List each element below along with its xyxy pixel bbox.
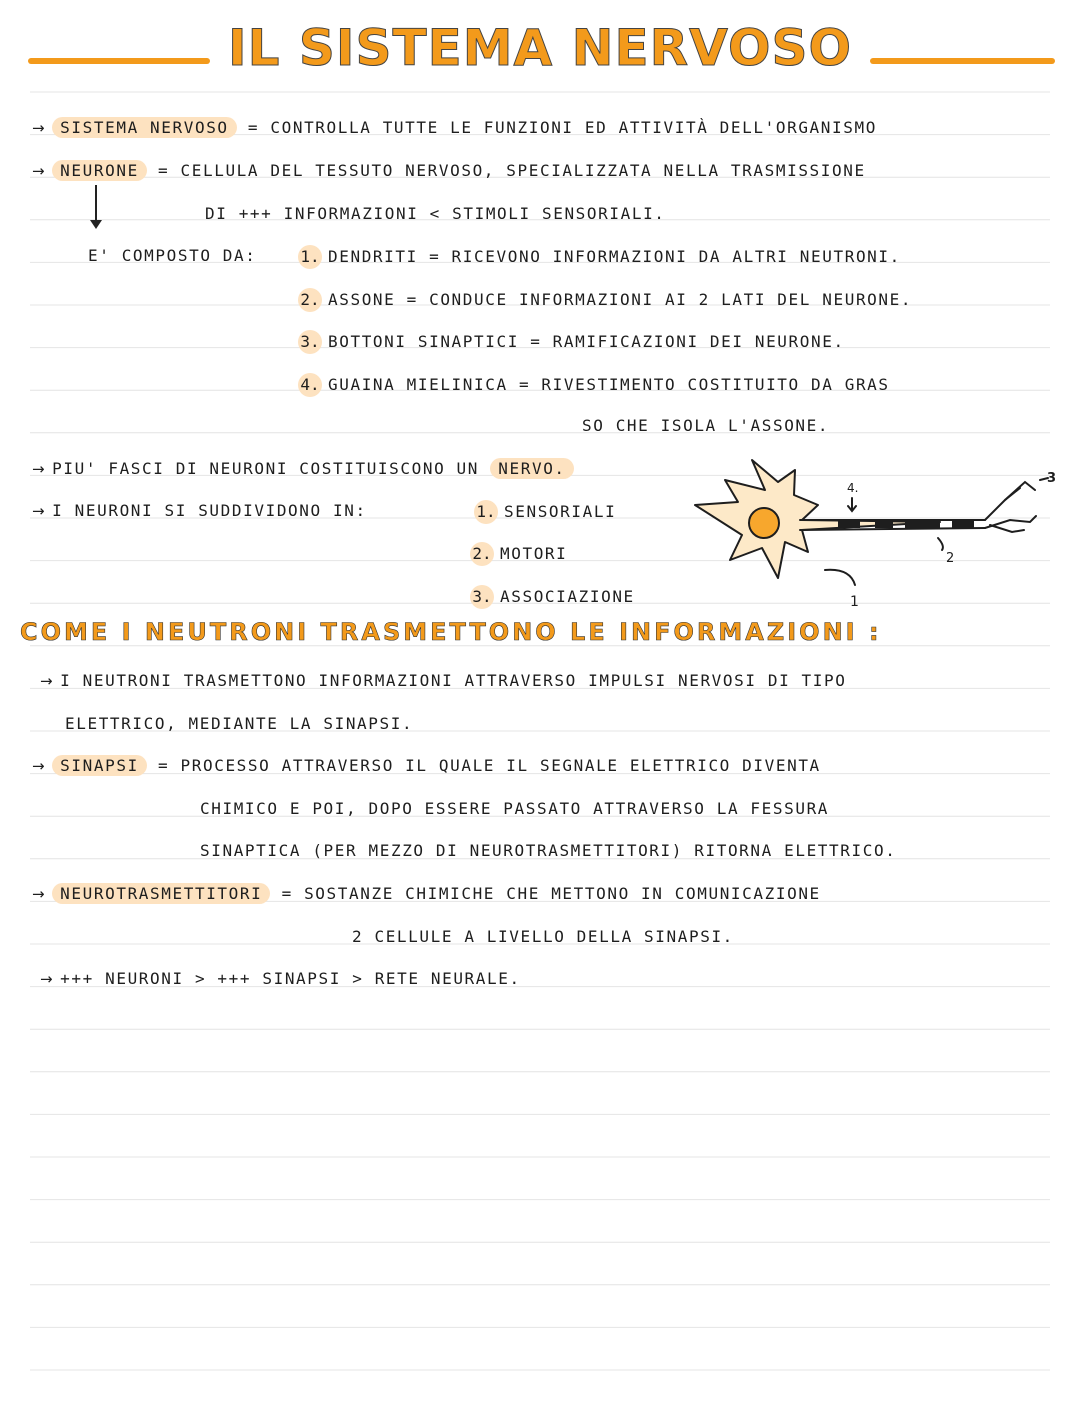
component-3 [298,330,845,354]
line-tipi [32,500,367,522]
number-badge: 3. [470,585,494,609]
def-neurone: = CELLULA DEL TESSUTO NERVOSO, SPECIALIZZATA NELLA TRASMISSIONE [158,161,866,180]
number-badge: 4. [298,373,322,397]
type-1 [474,500,616,524]
arrow-icon: → [32,502,47,520]
arrow-icon: → [32,885,47,903]
diagram-label-3: 3 [1047,471,1057,486]
neuron-nucleus [749,508,779,538]
myelin-segment [875,521,893,528]
title-rule-left [28,58,210,64]
page-title: IL SISTEMA NERVOSO [228,19,852,77]
composto-label: E' COMPOSTO DA: [88,246,257,265]
diagram-label-2: 2 [946,551,955,566]
type-3 [470,585,635,609]
arrow-icon: → [32,119,47,137]
component-4 [298,373,890,397]
component-4-text: GUAINA MIELINICA = RIVESTIMENTO COSTITUITO DA GRAS [328,375,890,394]
component-1 [298,245,901,269]
label-arrow-1 [825,570,855,585]
term-sinapsi: SINAPSI [52,755,147,776]
title-block [0,14,1080,84]
component-2-text: ASSONE = CONDUCE INFORMAZIONI AI 2 LATI DEL NEURONE. [328,290,913,309]
nervo-text: PIU' FASCI DI NEURONI COSTITUISCONO UN [52,459,480,478]
term-sistema-nervoso: SISTEMA NERVOSO [52,117,237,138]
def-neurotrasmettitori: = SOSTANZE CHIMICHE CHE METTONO IN COMUNICAZIONE [281,884,821,903]
arrow-icon: → [40,672,55,690]
component-3-text: BOTTONI SINAPTICI = RAMIFICAZIONI DEI NEURONE. [328,332,845,351]
number-badge: 1. [474,500,498,524]
arrow-icon: → [32,162,47,180]
neuron-diagram [690,450,1070,620]
line-neurone [32,160,866,182]
arrow-icon: → [32,757,47,775]
myelin-segment [838,521,860,528]
line-sistema-nervoso [32,117,877,139]
axon-terminal [990,525,1024,532]
down-arrow-icon [90,220,102,229]
component-4-cont: SO CHE ISOLA L'ASSONE. [582,416,830,435]
line-neurone-cont: DI +++ INFORMAZIONI < STIMOLI SENSORIALI. [205,204,666,223]
number-badge: 2. [470,542,494,566]
type-2-text: MOTORI [500,544,568,563]
title-rule-right [870,58,1055,64]
line-nervo [32,458,574,480]
component-2 [298,288,912,312]
term-nervo: NERVO. [490,458,573,479]
type-3-text: ASSOCIAZIONE [500,587,635,606]
term-neurone: NEURONE [52,160,147,181]
diagram-label-4: 4. [847,481,859,495]
axon-terminal [985,482,1035,520]
tipi-text: I NEURONI SI SUDDIVIDONO IN: [52,501,367,520]
myelin-segment [952,521,974,528]
section-heading: COME I NEUTRONI TRASMETTONO LE INFORMAZIONI : [20,618,882,646]
term-neurotrasmettitori: NEUROTRASMETTITORI [52,883,270,904]
myelin-segment [905,521,940,528]
line-impulsi [40,670,846,692]
diagram-label-1: 1 [850,594,859,610]
number-badge: 2. [298,288,322,312]
line-neurotrasmettitori [32,883,821,905]
arrow-icon: → [32,460,47,478]
line-sinapsi-cont-1: CHIMICO E POI, DOPO ESSERE PASSATO ATTRAVERSO LA FESSURA [200,799,830,818]
line-sinapsi [32,755,821,777]
down-arrow-shaft [95,185,97,225]
label-arrow-4 [848,498,856,511]
line-neurotrasmettitori-cont: 2 CELLULE A LIVELLO DELLA SINAPSI. [352,927,734,946]
line-sinapsi-cont-2: SINAPTICA (PER MEZZO DI NEUROTRASMETTITORI) RITORNA ELETTRICO. [200,841,897,860]
impulsi-text: I NEUTRONI TRASMETTONO INFORMAZIONI ATTRAVERSO IMPULSI NERVOSI DI TIPO [60,671,847,690]
type-1-text: SENSORIALI [504,502,617,521]
def-sinapsi: = PROCESSO ATTRAVERSO IL QUALE IL SEGNALE ELETTRICO DIVENTA [158,756,821,775]
type-2 [470,542,567,566]
number-badge: 3. [298,330,322,354]
axon-terminal [1005,488,1020,500]
line-impulsi-cont: ELETTRICO, MEDIANTE LA SINAPSI. [65,714,414,733]
arrow-icon: → [40,970,55,988]
line-rete-neurale [40,968,521,990]
line-composto [88,245,257,267]
def-sistema-nervoso: = CONTROLLA TUTTE LE FUNZIONI ED ATTIVITÀ DELL'ORGANISMO [247,118,877,137]
number-badge: 1. [298,245,322,269]
rete-neurale-text: +++ NEURONI > +++ SINAPSI > RETE NEURALE. [60,969,521,988]
label-arrow-2 [938,538,943,550]
component-1-text: DENDRITI = RICEVONO INFORMAZIONI DA ALTRI NEUTRONI. [328,247,901,266]
